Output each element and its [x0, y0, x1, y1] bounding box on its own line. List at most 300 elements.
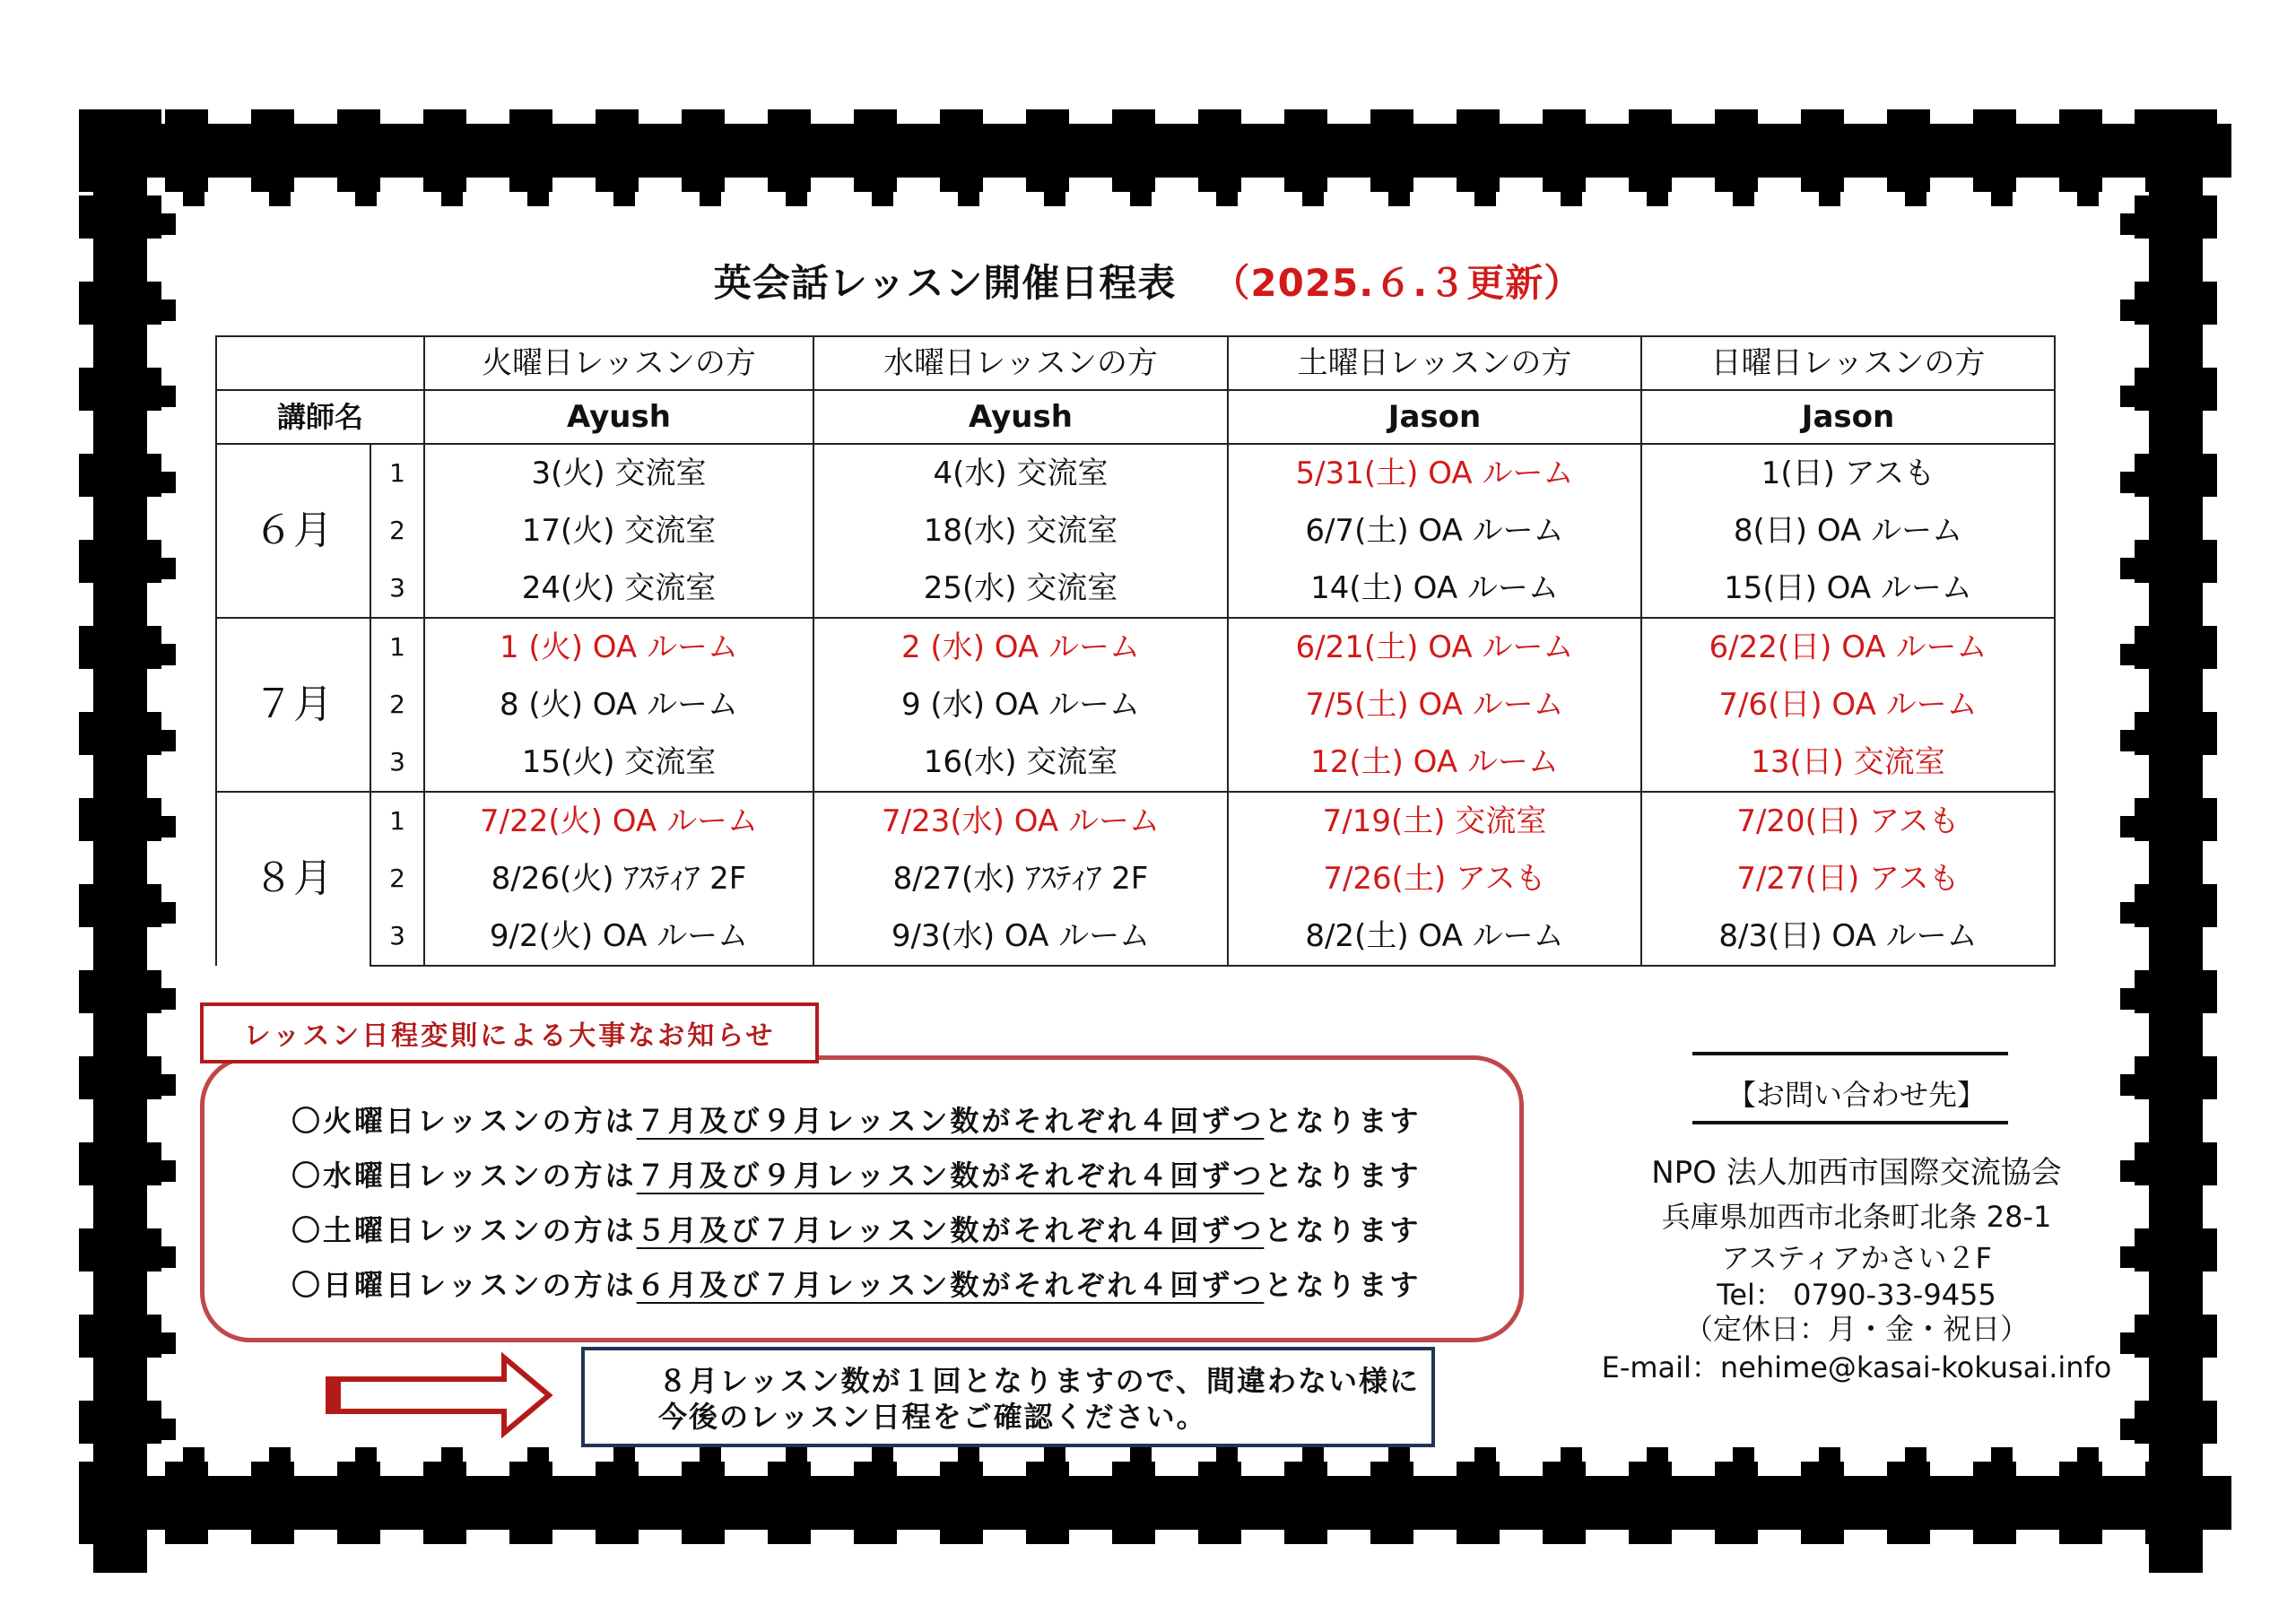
corner-cell [216, 336, 424, 390]
frame-block [79, 1401, 161, 1444]
frame-block [1973, 109, 2016, 192]
frame-block [93, 1358, 147, 1401]
table-row [216, 502, 2055, 560]
frame-block [466, 124, 509, 178]
lesson-cell: 17(火) 交流室 [424, 502, 813, 560]
frame-block [2120, 213, 2135, 235]
notice-underlined: ５月及び７月レッスン数がそれぞれ４回ずつ [636, 1213, 1265, 1247]
frame-block [1370, 109, 1413, 192]
frame-block [1930, 124, 1973, 178]
lesson-cell: 7/19(土) 交流室 [1228, 792, 1641, 850]
frame-block [1155, 124, 1198, 178]
right-arrow-icon [325, 1352, 558, 1438]
frame-block [161, 644, 176, 665]
frame-block [2135, 195, 2217, 239]
frame-block [811, 124, 854, 178]
frame-block [1284, 109, 1327, 192]
title-text: 英会話レッスン開催日程表 [713, 261, 1177, 305]
lesson-number: 3 [370, 560, 424, 618]
day-header: 日曜日レッスンの方 [1641, 336, 2055, 390]
lesson-cell: 8(日) OA ルーム [1641, 502, 2055, 560]
frame-block [161, 902, 176, 924]
frame-block [2149, 152, 2203, 195]
frame-block [2120, 558, 2135, 579]
frame-block [161, 988, 176, 1010]
lesson-cell: 4(水) 交流室 [813, 444, 1228, 502]
table-row [216, 850, 2055, 907]
frame-block [2149, 1358, 2203, 1401]
frame-block [958, 192, 979, 206]
frame-block [2135, 540, 2217, 583]
frame-block [161, 1419, 176, 1440]
frame-block [1819, 192, 1840, 206]
frame-block [897, 124, 940, 178]
table-row [216, 733, 2055, 792]
frame-block [161, 472, 176, 493]
frame-block [183, 1447, 204, 1462]
frame-block [1370, 1462, 1413, 1544]
contact-info [1561, 1150, 2152, 1388]
frame-block [768, 109, 811, 192]
frame-block [2135, 368, 2217, 411]
frame-block [2149, 1530, 2203, 1573]
frame-block [2120, 988, 2135, 1010]
lesson-cell: 8/27(水) ｱｽﾃｨｱ 2F [813, 850, 1228, 907]
lesson-number: 2 [370, 676, 424, 733]
lesson-cell: 7/5(土) OA ルーム [1228, 676, 1641, 733]
table-row [216, 792, 2055, 850]
frame-block [1991, 192, 2013, 206]
frame-block [2135, 109, 2217, 152]
lesson-cell: 15(日) OA ルーム [1641, 560, 2055, 618]
notice-suffix: となります [1264, 1159, 1422, 1193]
frame-block [79, 540, 161, 583]
frame-block [79, 368, 161, 411]
frame-block [1586, 124, 1629, 178]
frame-block [79, 970, 161, 1013]
lesson-cell: 15(火) 交流室 [424, 733, 813, 792]
frame-block [93, 497, 147, 540]
page-title [0, 254, 2296, 308]
frame-block [1474, 1447, 1496, 1462]
updated-date: （2025.６.３更新） [1212, 261, 1583, 305]
frame-block [2149, 1099, 2203, 1142]
frame-block [337, 109, 380, 192]
frame-block [509, 109, 552, 192]
frame-block [2120, 386, 2135, 407]
frame-block [1905, 192, 1926, 206]
frame-block [1758, 124, 1801, 178]
frame-block [1733, 192, 1754, 206]
frame-block [2077, 192, 2099, 206]
contact-tel: Tel： 0790-33-9455 [1717, 1278, 1996, 1312]
frame-block [79, 798, 161, 841]
frame-block [2135, 970, 2217, 1013]
lesson-cell: 9 (水) OA ルーム [813, 676, 1228, 733]
frame-block [1069, 124, 1112, 178]
frame-block [1457, 1462, 1500, 1544]
frame-block [93, 841, 147, 884]
contact-org: NPO 法人加西市国際交流協会 [1651, 1155, 2062, 1191]
frame-block [2059, 1462, 2102, 1544]
frame-block [79, 1487, 161, 1530]
frame-block [1130, 192, 1152, 206]
lesson-cell: 8/2(土) OA ルーム [1228, 907, 1641, 966]
frame-block [2120, 902, 2135, 924]
frame-block [79, 1056, 161, 1099]
frame-block [93, 411, 147, 454]
frame-block [940, 1462, 983, 1544]
frame-block [1629, 1462, 1672, 1544]
frame-block [93, 1013, 147, 1056]
frame-block [93, 1530, 147, 1573]
lesson-cell: 8/26(火) ｱｽﾃｨｱ 2F [424, 850, 813, 907]
lesson-cell: 18(水) 交流室 [813, 502, 1228, 560]
frame-block [786, 1447, 807, 1462]
lesson-cell: 2 (水) OA ルーム [813, 618, 1228, 676]
frame-block [79, 195, 161, 239]
frame-block [2135, 1401, 2217, 1444]
frame-block [1284, 1462, 1327, 1544]
frame-block [811, 1476, 854, 1530]
teacher-label: 講師名 [216, 390, 424, 444]
frame-block [441, 192, 463, 206]
frame-block [2016, 124, 2059, 178]
frame-block [1044, 1447, 1065, 1462]
frame-block [1758, 1476, 1801, 1530]
lesson-cell: 7/23(水) OA ルーム [813, 792, 1228, 850]
frame-block [79, 1228, 161, 1271]
frame-block [1457, 109, 1500, 192]
frame-block [768, 1462, 811, 1544]
frame-block [466, 1476, 509, 1530]
lesson-schedule-table [215, 335, 2056, 967]
frame-block [1302, 192, 1324, 206]
teacher-name: Jason [1641, 390, 2055, 444]
contact-holiday: （定休日：月・金・祝日） [1683, 1312, 2029, 1346]
frame-block [2016, 1476, 2059, 1530]
frame-block [423, 1462, 466, 1544]
frame-block [1991, 1447, 2013, 1462]
frame-block [79, 1315, 161, 1358]
contact-heading: 【お問い合わせ先】 [1726, 1078, 1986, 1112]
frame-block [1819, 1447, 1840, 1462]
notice-prefix: 〇土曜日レッスンの方は [291, 1213, 637, 1247]
frame-block [854, 1462, 897, 1544]
frame-block [1327, 1476, 1370, 1530]
frame-block [639, 124, 682, 178]
lesson-cell: 6/7(土) OA ルーム [1228, 502, 1641, 560]
day-header: 水曜日レッスンの方 [813, 336, 1228, 390]
frame-block [1647, 192, 1668, 206]
frame-block [161, 1246, 176, 1268]
lesson-cell: 3(火) 交流室 [424, 444, 813, 502]
callout-box [581, 1347, 1435, 1447]
lesson-number: 2 [370, 502, 424, 560]
lesson-number: 1 [370, 444, 424, 502]
frame-block [2149, 1271, 2203, 1315]
frame-block [93, 583, 147, 626]
frame-block [509, 1462, 552, 1544]
frame-block [380, 124, 423, 178]
lesson-cell: 8/3(日) OA ルーム [1641, 907, 2055, 966]
lesson-cell: 1 (火) OA ルーム [424, 618, 813, 676]
frame-block [1241, 124, 1284, 178]
frame-block [93, 1099, 147, 1142]
frame-block [441, 1447, 463, 1462]
contact-email[interactable]: E-mail：nehime@kasai-kokusai.info [1601, 1350, 2112, 1384]
frame-block [1216, 1447, 1238, 1462]
teacher-name: Ayush [424, 390, 813, 444]
day-header: 土曜日レッスンの方 [1228, 336, 1641, 390]
notice-suffix: となります [1264, 1268, 1422, 1302]
frame-block [2135, 454, 2217, 497]
frame-block [1561, 1447, 1582, 1462]
frame-block [2077, 1447, 2099, 1462]
frame-block [983, 124, 1026, 178]
frame-block [161, 1160, 176, 1182]
frame-block [79, 109, 161, 152]
lesson-cell: 7/22(火) OA ルーム [424, 792, 813, 850]
frame-block [2149, 927, 2203, 970]
table-row [216, 444, 2055, 502]
frame-block [2135, 884, 2217, 927]
frame-block [854, 109, 897, 192]
frame-block [1672, 124, 1715, 178]
contact-building: アスティアかさい２F [1721, 1241, 1992, 1275]
frame-block [2120, 1419, 2135, 1440]
frame-block [2149, 1185, 2203, 1228]
lesson-cell: 25(水) 交流室 [813, 560, 1228, 618]
frame-block [1474, 192, 1496, 206]
notice-line [291, 1098, 1421, 1140]
lesson-number: 1 [370, 618, 424, 676]
frame-block [958, 1447, 979, 1462]
lesson-number: 2 [370, 850, 424, 907]
frame-block [355, 1447, 377, 1462]
frame-block [1388, 192, 1410, 206]
lesson-cell: 7/20(日) アスも [1641, 792, 2055, 850]
lesson-cell: 5/31(土) OA ルーム [1228, 444, 1641, 502]
frame-block [161, 1332, 176, 1354]
frame-block [1112, 109, 1155, 192]
frame-block [79, 454, 161, 497]
frame-block [1543, 109, 1586, 192]
table-row [216, 618, 2055, 676]
notice-line [291, 1208, 1421, 1249]
frame-block [2135, 798, 2217, 841]
frame-block [93, 1271, 147, 1315]
frame-block [596, 1462, 639, 1544]
notice-prefix: 〇水曜日レッスンの方は [291, 1159, 637, 1193]
frame-block [1586, 1476, 1629, 1530]
frame-block [1413, 124, 1457, 178]
frame-block [1801, 1462, 1844, 1544]
notice-underlined: ７月及び９月レッスン数がそれぞれ４回ずつ [636, 1104, 1265, 1138]
frame-block [79, 626, 161, 669]
frame-block [2120, 730, 2135, 751]
frame-block [1844, 124, 1887, 178]
frame-block [1302, 1447, 1324, 1462]
lesson-number: 3 [370, 907, 424, 966]
frame-block [2149, 755, 2203, 798]
frame-block [1198, 1462, 1241, 1544]
frame-block [2120, 644, 2135, 665]
notice-suffix: となります [1264, 1104, 1422, 1138]
frame-block [2135, 712, 2217, 755]
frame-block [1327, 124, 1370, 178]
frame-block [161, 1074, 176, 1096]
frame-block [639, 1476, 682, 1530]
frame-block [2149, 583, 2203, 626]
notice-heading: レッスン日程変則による大事なお知らせ [200, 1002, 819, 1063]
notice-underlined: ６月及び７月レッスン数がそれぞれ４回ずつ [636, 1268, 1265, 1302]
frame-block [1887, 1462, 1930, 1544]
frame-block [93, 152, 147, 195]
frame-block [2149, 669, 2203, 712]
frame-block [1733, 1447, 1754, 1462]
frame-block [1500, 1476, 1543, 1530]
frame-block [79, 1142, 161, 1185]
frame-block [940, 109, 983, 192]
notice-underlined: ７月及び９月レッスン数がそれぞれ４回ずつ [636, 1159, 1265, 1193]
lesson-cell: 9/2(火) OA ルーム [424, 907, 813, 966]
frame-block [93, 669, 147, 712]
frame-block [2149, 497, 2203, 540]
frame-block [872, 192, 893, 206]
frame-block [1388, 1447, 1410, 1462]
contact-bottom-rule [1692, 1121, 2008, 1124]
frame-block [613, 192, 635, 206]
frame-block [165, 109, 208, 192]
frame-block [700, 192, 721, 206]
frame-block [2120, 472, 2135, 493]
month-label: ８月 [216, 792, 370, 966]
lesson-cell: 6/21(土) OA ルーム [1228, 618, 1641, 676]
frame-block [208, 1476, 251, 1530]
frame-block [983, 1476, 1026, 1530]
frame-block [93, 755, 147, 798]
frame-block [613, 1447, 635, 1462]
frame-block [355, 192, 377, 206]
callout-line-1: ８月レッスン数が１回となりますので、間違わない様に [658, 1364, 1421, 1398]
day-header: 火曜日レッスンの方 [424, 336, 813, 390]
frame-block [1413, 1476, 1457, 1530]
frame-block [2059, 109, 2102, 192]
lesson-cell: 12(土) OA ルーム [1228, 733, 1641, 792]
frame-block [251, 109, 294, 192]
frame-block [725, 124, 768, 178]
frame-block [337, 1462, 380, 1544]
frame-block [1044, 192, 1065, 206]
table-row [216, 676, 2055, 733]
frame-block [1026, 109, 1069, 192]
frame-block [786, 192, 807, 206]
notice-prefix: 〇火曜日レッスンの方は [291, 1104, 637, 1138]
frame-block [897, 1476, 940, 1530]
frame-block [2149, 325, 2203, 368]
table-row [216, 907, 2055, 966]
frame-block [2149, 411, 2203, 454]
lesson-cell: 7/26(土) アスも [1228, 850, 1641, 907]
frame-block [1561, 192, 1582, 206]
frame-block [1973, 1462, 2016, 1544]
lesson-cell: 6/22(日) OA ルーム [1641, 618, 2055, 676]
frame-block [161, 730, 176, 751]
month-label: ７月 [216, 618, 370, 792]
frame-block [380, 1476, 423, 1530]
notice-line [291, 1263, 1421, 1304]
frame-block [2149, 841, 2203, 884]
frame-block [2149, 1444, 2203, 1487]
frame-block [93, 1185, 147, 1228]
frame-block [1155, 1476, 1198, 1530]
frame-block [682, 109, 725, 192]
frame-block [93, 325, 147, 368]
frame-block [1026, 1462, 1069, 1544]
frame-block [161, 386, 176, 407]
frame-block [872, 1447, 893, 1462]
frame-block [208, 124, 251, 178]
lesson-cell: 1(日) アスも [1641, 444, 2055, 502]
lesson-cell: 9/3(水) OA ルーム [813, 907, 1228, 966]
frame-block [161, 816, 176, 838]
frame-block [1844, 1476, 1887, 1530]
frame-block [165, 1462, 208, 1544]
frame-block [527, 1447, 549, 1462]
teacher-name: Jason [1228, 390, 1641, 444]
frame-block [1647, 1447, 1668, 1462]
frame-block [1543, 1462, 1586, 1544]
notice-line [291, 1153, 1421, 1194]
frame-block [294, 124, 337, 178]
frame-block [294, 1476, 337, 1530]
frame-block [1241, 1476, 1284, 1530]
frame-block [251, 1462, 294, 1544]
frame-block [596, 109, 639, 192]
frame-block [1216, 192, 1238, 206]
frame-block [1930, 1476, 1973, 1530]
lesson-number: 3 [370, 733, 424, 792]
frame-block [1500, 124, 1543, 178]
frame-block [1112, 1462, 1155, 1544]
frame-block [1069, 1476, 1112, 1530]
notice-suffix: となります [1264, 1213, 1422, 1247]
notice-prefix: 〇日曜日レッスンの方は [291, 1268, 637, 1302]
frame-block [1715, 1462, 1758, 1544]
frame-block [161, 213, 176, 235]
frame-block [700, 1447, 721, 1462]
frame-block [93, 927, 147, 970]
lesson-cell: 8 (火) OA ルーム [424, 676, 813, 733]
frame-block [1198, 109, 1241, 192]
lesson-number: 1 [370, 792, 424, 850]
frame-block [423, 109, 466, 192]
frame-block [682, 1462, 725, 1544]
frame-block [1629, 109, 1672, 192]
frame-block [79, 884, 161, 927]
frame-block [2120, 816, 2135, 838]
month-label: ６月 [216, 444, 370, 618]
frame-block [269, 1447, 291, 1462]
frame-block [93, 1444, 147, 1487]
contact-top-rule [1692, 1052, 2008, 1055]
contact-address: 兵庫県加西市北条町北条 28-1 [1661, 1200, 2052, 1234]
frame-block [552, 124, 596, 178]
table-row [216, 560, 2055, 618]
frame-block [161, 558, 176, 579]
lesson-cell: 7/27(日) アスも [1641, 850, 2055, 907]
